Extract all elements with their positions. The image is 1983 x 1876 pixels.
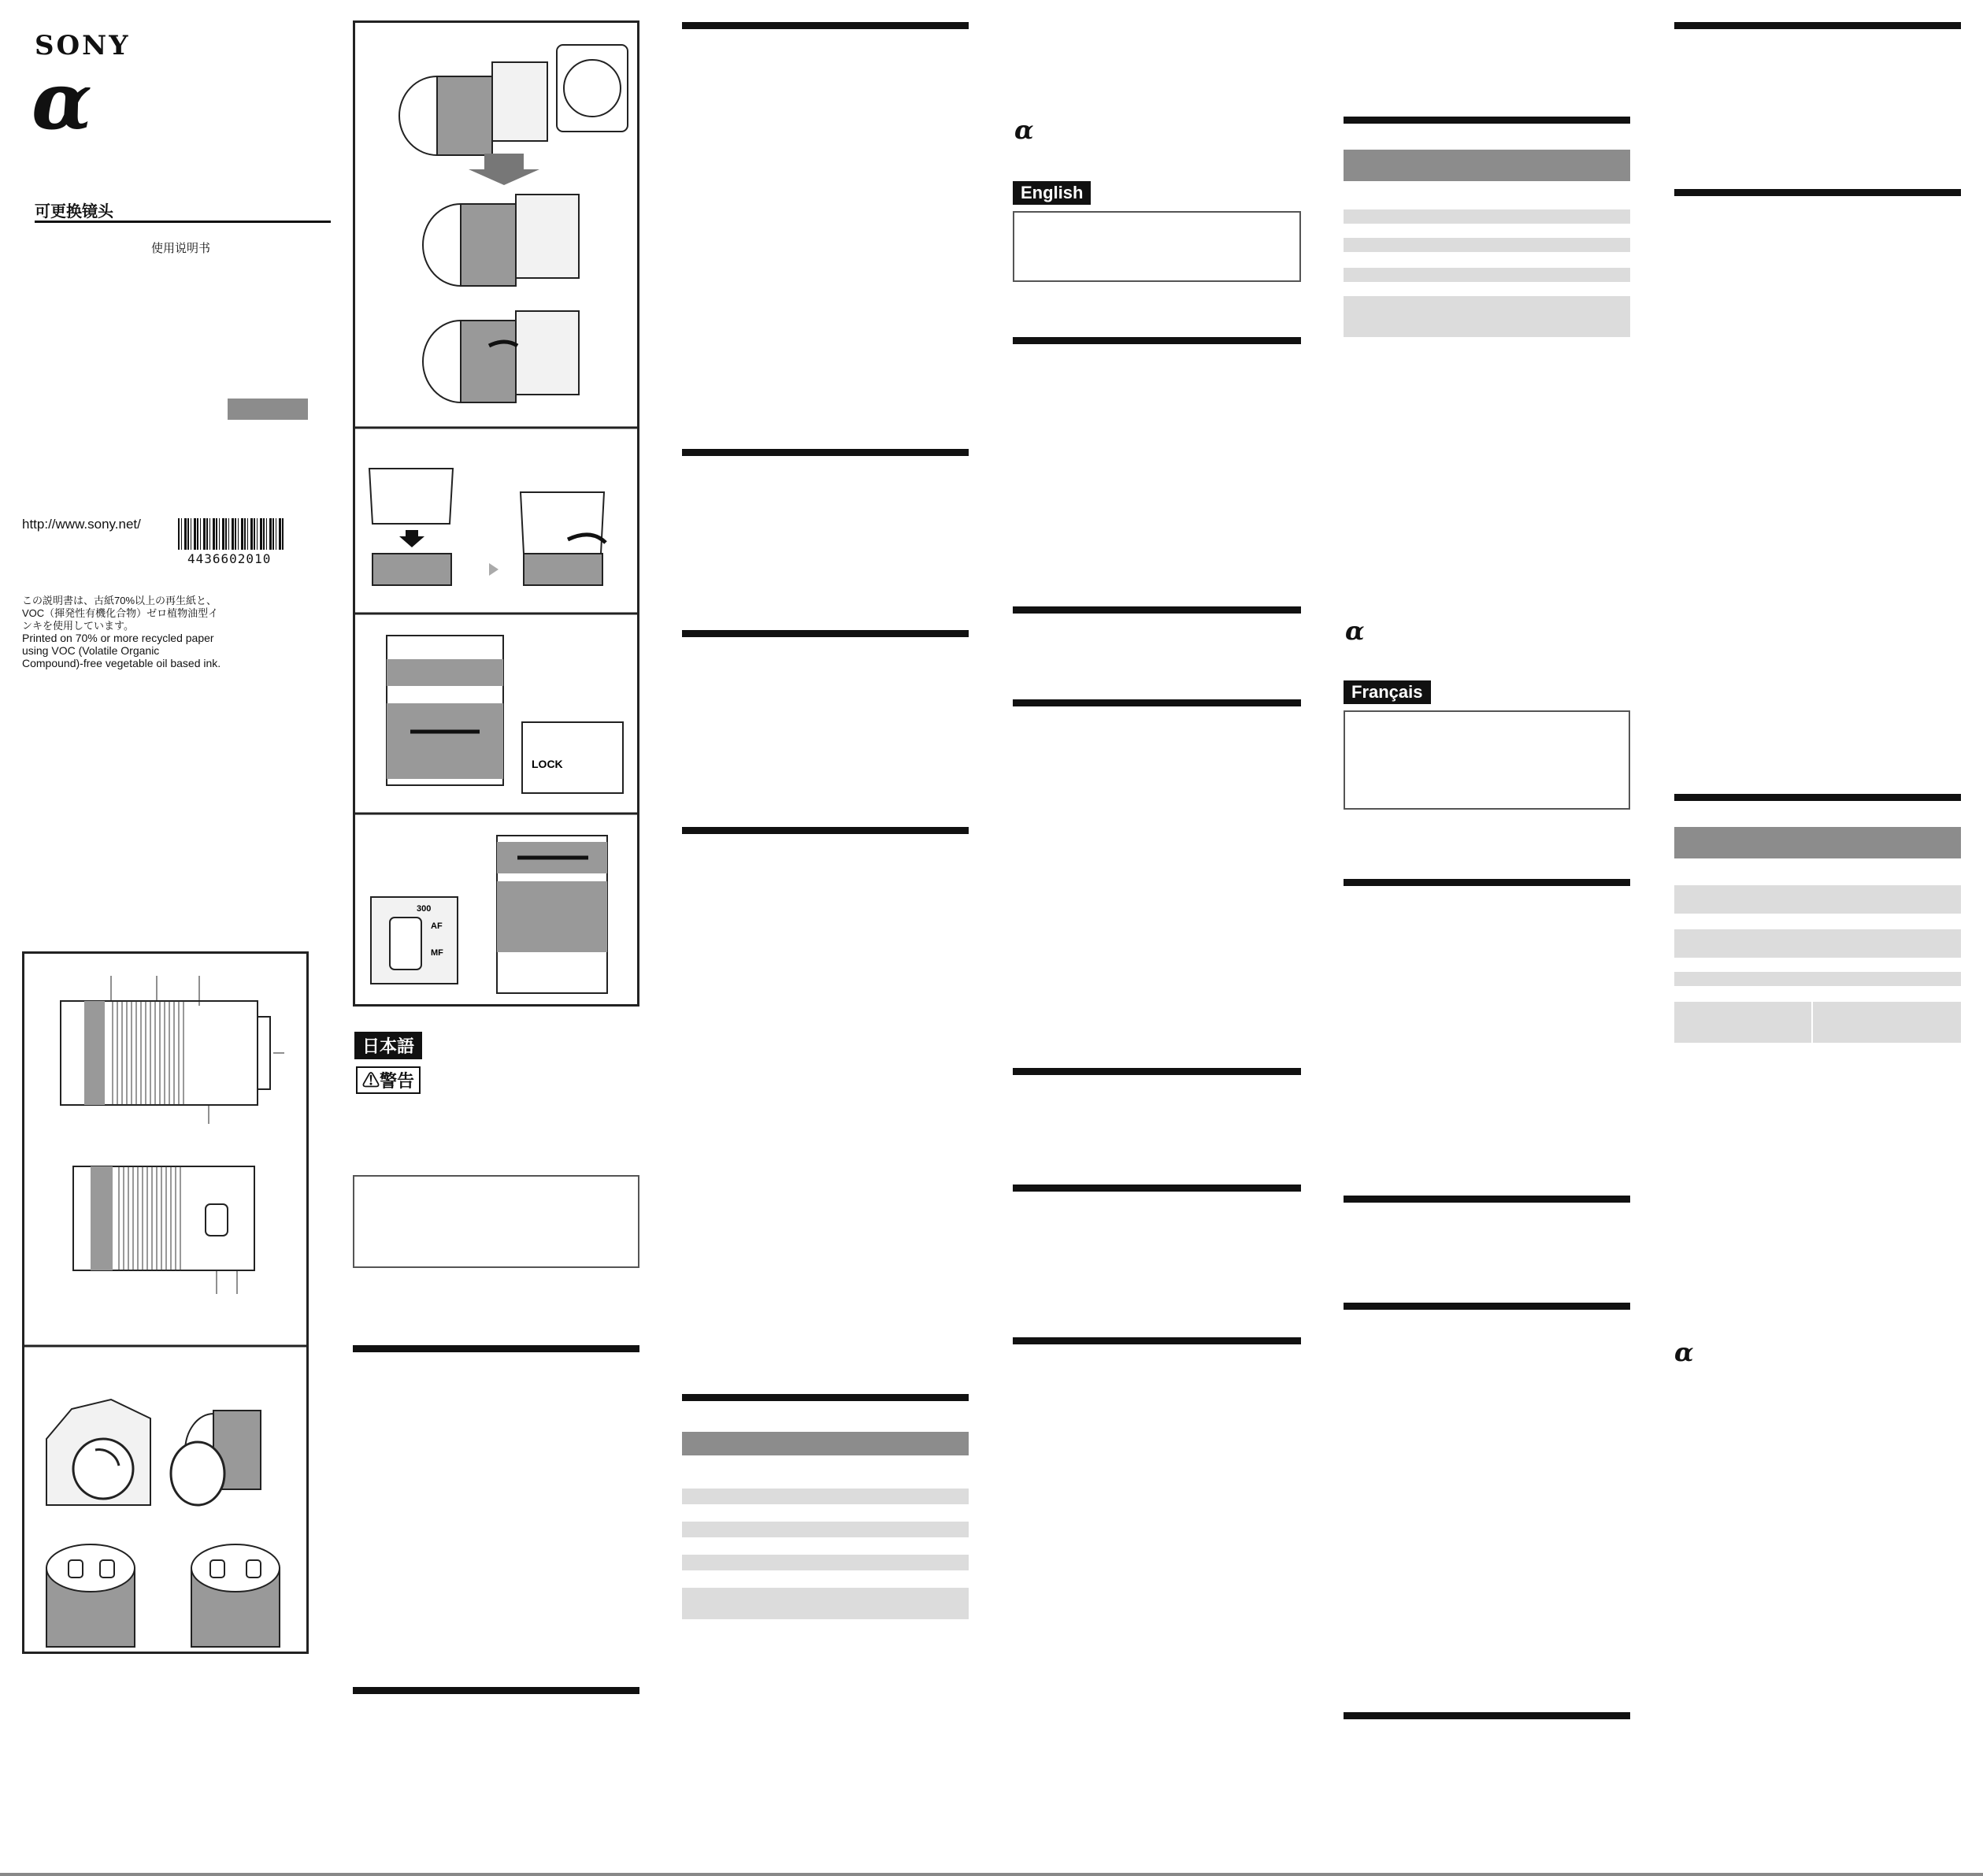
parts-figure — [22, 951, 309, 1654]
c3-rule-3 — [682, 630, 969, 637]
c6-rule-3 — [1674, 794, 1961, 801]
procedure-illustration — [355, 23, 637, 1004]
recycle-note-en-1: Printed on 70% or more recycled paper — [22, 632, 214, 644]
column-6 — [1674, 0, 1963, 1876]
barcode-number: 4436602010 — [187, 551, 272, 566]
c4-rule-4 — [1013, 1068, 1301, 1075]
japanese-notice-box — [353, 1175, 639, 1268]
english-notice-box — [1013, 211, 1301, 282]
english-alpha-logo: α — [1014, 115, 1034, 145]
c5-spec-row-3 — [1344, 268, 1630, 282]
lock-label: LOCK — [532, 758, 563, 770]
cover-title: 可更换镜头 — [35, 203, 113, 221]
c3-rule-2 — [682, 449, 969, 456]
sony-logo: SONY — [35, 30, 131, 61]
c4-rule-1 — [1013, 337, 1301, 344]
warning-triangle-icon: ⚠ — [362, 1071, 380, 1091]
cover-subtitle: 使用说明书 — [151, 242, 211, 255]
c6-spec-row-2 — [1674, 929, 1961, 958]
c6-spec-row-3 — [1674, 972, 1961, 986]
recycle-note-jp-2: VOC（揮発性有機化合物）ゼロ植物油型イ — [22, 607, 219, 619]
cover-gray-tab — [228, 399, 308, 420]
alpha-logo: α — [32, 54, 92, 147]
japanese-language-tab: 日本語 — [354, 1032, 422, 1059]
c3-spec-row-2 — [682, 1522, 969, 1537]
recycle-note-jp-3: ンキを使用しています。 — [22, 620, 134, 632]
c5-spec-row-4 — [1344, 296, 1630, 337]
cover-url: http://www.sony.net/ — [22, 517, 141, 532]
barcode — [178, 518, 284, 550]
c3-spec-row-1 — [682, 1489, 969, 1504]
recycle-note-en-3: Compound)-free vegetable oil based ink. — [22, 657, 221, 669]
focal-300-label: 300 — [417, 904, 432, 914]
japanese-section-rule-2 — [353, 1687, 639, 1694]
recycle-note-en-2: using VOC (Volatile Organic — [22, 644, 160, 657]
c6-spec-header — [1674, 827, 1961, 858]
mf-label: MF — [431, 948, 443, 958]
c4-rule-3 — [1013, 699, 1301, 706]
french-column — [1344, 0, 1632, 1876]
page-bottom-edge — [0, 1873, 1983, 1876]
c6-spec-row-4b — [1813, 1002, 1961, 1043]
c6-rule-1 — [1674, 22, 1961, 29]
c5-spec-row-2 — [1344, 238, 1630, 252]
c5-rule-1 — [1344, 117, 1630, 124]
warning-label — [356, 1066, 421, 1094]
recycle-note-jp-1: この説明書は、古紙70%以上の再生紙と、 — [22, 595, 217, 606]
c4-rule-6 — [1013, 1337, 1301, 1344]
warning-text: 警告 — [380, 1071, 415, 1091]
c6-spec-row-1 — [1674, 885, 1961, 914]
english-column — [1013, 0, 1301, 1876]
af-label: AF — [431, 921, 443, 931]
c5-rule-2 — [1344, 879, 1630, 886]
procedure-figures — [353, 20, 639, 1007]
c5-spec-row-1 — [1344, 209, 1630, 224]
c5-rule-4 — [1344, 1303, 1630, 1310]
french-alpha-logo: α — [1345, 616, 1365, 646]
c3-rule-4 — [682, 827, 969, 834]
c3-spec-header — [682, 1432, 969, 1455]
c6-spec-row-4a — [1674, 1002, 1811, 1043]
c4-rule-5 — [1013, 1185, 1301, 1192]
last-alpha-logo: α — [1674, 1337, 1694, 1367]
c5-rule-5 — [1344, 1712, 1630, 1719]
c4-rule-2 — [1013, 606, 1301, 614]
cover-column — [0, 0, 347, 1876]
french-language-tab: Français — [1344, 680, 1431, 704]
c3-spec-row-4 — [682, 1588, 969, 1619]
column-3 — [682, 0, 970, 1876]
c3-rule-1 — [682, 22, 969, 29]
c5-spec-header — [1344, 150, 1630, 181]
c5-rule-3 — [1344, 1196, 1630, 1203]
c3-rule-5 — [682, 1394, 969, 1401]
lens-parts-illustration — [24, 954, 306, 1652]
english-language-tab: English — [1013, 181, 1091, 205]
illustration-column — [351, 0, 643, 1876]
japanese-section-rule-1 — [353, 1345, 639, 1352]
cover-title-rule — [35, 221, 331, 223]
c6-rule-2 — [1674, 189, 1961, 196]
french-notice-box — [1344, 710, 1630, 810]
c3-spec-row-3 — [682, 1555, 969, 1570]
